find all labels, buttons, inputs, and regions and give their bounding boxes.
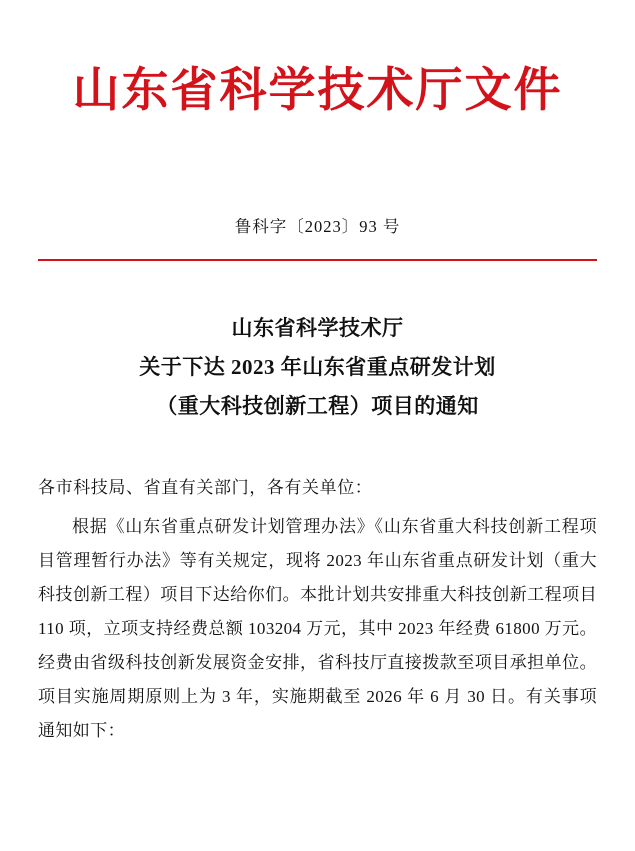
- salutation-line: 各市科技局、省直有关部门，各有关单位：: [38, 477, 373, 497]
- document-number: 鲁科字〔2023〕93 号: [234, 216, 401, 236]
- subject-line-2: 关于下达 2023 年山东省重点研发计划: [139, 354, 496, 379]
- body-paragraph: 根据《山东省重点研发计划管理办法》《山东省重大科技创新工程项目管理暂行办法》等有关规定，现将 2023 年山东省重点研发计划（重大科技创新工程）项目下达给你们。本批计划共安排重大科技创新工程项目 110 项，立项支持经费总额 103204 万元，其中 2023 年经费 61800 万元。经费由省级科技创新发展资金安排，省科技厅直接拨款至项目承担单位。项目实施周期原则上为 3 年，实施期截至 2026 年 6 月 30 日。有关事项通知如下：: [38, 516, 597, 740]
- document-page: [0, 62, 635, 851]
- red-divider-rule: [38, 259, 597, 261]
- subject-line-1: 山东省科学技术厅: [231, 316, 404, 341]
- document-subject: [38, 309, 597, 426]
- subject-line-3: （重大科技创新工程）项目的通知: [156, 393, 479, 418]
- document-header-title: 山东省科学技术厅文件: [72, 65, 563, 117]
